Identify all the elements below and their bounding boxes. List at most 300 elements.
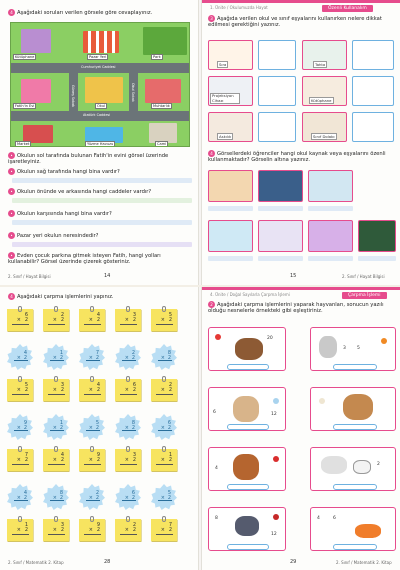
answer-pill[interactable] [227, 484, 269, 490]
result-line [50, 360, 64, 361]
multiplication-note[interactable] [7, 379, 33, 401]
multiplicand: 2 [168, 382, 172, 388]
page14-instruction: 4 Aşağıdaki soruları verilen görsele göre cevaplayınız. [8, 9, 193, 16]
paperclip-icon [54, 516, 58, 522]
times-icon: × [160, 387, 165, 393]
multiplier: 2 [95, 495, 99, 501]
question-number-icon: 4 [8, 293, 15, 300]
times-icon: × [88, 527, 93, 533]
multiplication-note[interactable] [115, 309, 141, 331]
times-icon: × [52, 457, 57, 463]
multiplier: 2 [168, 527, 172, 533]
result-line [156, 464, 173, 465]
multiplication-badge[interactable] [151, 484, 177, 510]
match-card-right-3 [310, 447, 396, 491]
page15-number: 15 [290, 273, 297, 279]
library-building [21, 29, 51, 53]
result-line [120, 534, 137, 535]
paperclip-icon [54, 376, 58, 382]
times-icon: × [160, 457, 165, 463]
multiplication-badge[interactable] [115, 484, 141, 510]
times-icon: × [124, 457, 129, 463]
page29-top-band [202, 287, 400, 290]
multiplicand: 4 [60, 452, 64, 458]
match-card-left-2 [208, 387, 286, 431]
result-line [120, 394, 137, 395]
card-number: 2 [377, 462, 380, 467]
page15-question-2: 4 Görsellerdeki öğrenciler hangi okul kaynak veya eşyalarını özenli kullanmaktadır? Görselin altına yazınız. [208, 151, 386, 163]
multiplication-note[interactable] [43, 309, 69, 331]
answer-line[interactable] [208, 206, 253, 211]
times-icon: × [160, 425, 165, 431]
times-icon: × [124, 387, 129, 393]
multiplier: 2 [60, 317, 64, 323]
times-icon: × [16, 387, 21, 393]
label-okul-sokak: Okul Sokak [131, 83, 135, 102]
object-card-projeksiyon [208, 76, 253, 106]
card-number: 4 [215, 466, 218, 471]
times-icon: × [52, 425, 57, 431]
multiplier: 2 [60, 457, 64, 463]
times-icon: × [88, 425, 93, 431]
paperclip-icon [90, 516, 94, 522]
bullet-icon: • [8, 210, 15, 217]
result-line [158, 430, 172, 431]
multiplier: 2 [167, 355, 171, 361]
answer-line[interactable] [12, 198, 192, 203]
answer-box[interactable] [258, 112, 296, 142]
times-icon: × [88, 495, 93, 501]
multiplier: 2 [24, 457, 28, 463]
question-number-icon: 2 [208, 301, 215, 308]
label-ataturk: Atatürk Caddesi [83, 113, 111, 117]
scene-computers [258, 170, 303, 202]
multiplication-badge[interactable] [43, 344, 69, 370]
paperclip-icon [126, 306, 130, 312]
multiplicand: 9 [96, 522, 100, 528]
multiplicand: 7 [95, 350, 99, 356]
multiplier: 2 [132, 527, 136, 533]
multiplicand: 1 [168, 452, 172, 458]
bullet-icon: • [8, 188, 15, 195]
question-number-icon: 4 [208, 150, 215, 157]
page29-footer: 2. Sınıf / Matematik 2. Kitap [336, 560, 392, 565]
result-line [122, 360, 136, 361]
answer-pill[interactable] [333, 364, 377, 370]
result-line [50, 430, 64, 431]
object-card-kutuphane [302, 76, 347, 106]
result-line [12, 394, 29, 395]
answer-box[interactable] [258, 76, 296, 106]
park-area [143, 27, 187, 55]
times-icon: × [16, 457, 21, 463]
page-29 [202, 287, 400, 570]
page15-section-tag: Özenli Kullanalım [322, 5, 373, 12]
times-icon: × [88, 387, 93, 393]
page14-footer: 2. Sınıf / Hayat Bilgisi [8, 274, 51, 279]
fish-icon [355, 524, 381, 538]
result-line [14, 500, 28, 501]
multiplicand: 6 [131, 490, 135, 496]
times-icon: × [16, 425, 21, 431]
paperclip-icon [54, 446, 58, 452]
multiplication-note[interactable] [43, 379, 69, 401]
multiplicand: 3 [132, 452, 136, 458]
multiplicand: 5 [24, 382, 28, 388]
answer-line[interactable] [12, 220, 192, 225]
multiplicand: 4 [96, 382, 100, 388]
page-15 [202, 0, 400, 285]
answer-line[interactable] [308, 206, 353, 211]
result-line [86, 360, 100, 361]
multiplicand: 7 [168, 522, 172, 528]
match-card-right-4 [310, 507, 396, 551]
multiplicand: 2 [132, 522, 136, 528]
neighborhood-map [10, 22, 190, 147]
fatih-house [21, 79, 51, 103]
multiplication-note[interactable] [151, 449, 177, 471]
multiplicand: 9 [96, 452, 100, 458]
multiplicand: 6 [24, 312, 28, 318]
mosque-building [149, 123, 177, 143]
bullet-icon: • [8, 252, 15, 259]
multiplier: 2 [132, 457, 136, 463]
multiplication-badge[interactable] [43, 414, 69, 440]
multiplication-badge[interactable] [79, 344, 105, 370]
page-14 [0, 0, 198, 285]
result-line [84, 464, 101, 465]
result-line [122, 430, 136, 431]
multiplier: 2 [167, 495, 171, 501]
answer-pill[interactable] [333, 484, 377, 490]
multiplication-note[interactable] [79, 519, 105, 541]
label-fatih: Fatih'in Evi [15, 104, 35, 108]
cat-icon [233, 396, 259, 422]
multiplier: 2 [95, 355, 99, 361]
times-icon: × [124, 425, 129, 431]
answer-line[interactable] [208, 256, 253, 261]
result-line [122, 500, 136, 501]
object-label: Sınıf Dolabı [313, 134, 335, 139]
dog-icon [343, 394, 373, 420]
multiplier: 2 [59, 355, 63, 361]
result-line [158, 360, 172, 361]
multiplicand: 5 [168, 312, 172, 318]
page29-number: 29 [290, 559, 297, 565]
bear-icon [235, 338, 263, 360]
answer-box[interactable] [352, 112, 394, 142]
times-icon: × [52, 355, 57, 361]
bone-icon [319, 398, 325, 404]
scene-trash [258, 220, 303, 252]
multiplication-note[interactable] [115, 449, 141, 471]
page14-number: 14 [104, 273, 111, 279]
multiplier: 2 [24, 387, 28, 393]
times-icon: × [52, 527, 57, 533]
multiplicand: 5 [95, 420, 99, 426]
answer-pill[interactable] [333, 544, 377, 550]
multiplier: 2 [168, 317, 172, 323]
result-line [48, 534, 65, 535]
object-label: Tahta [315, 62, 326, 67]
result-line [158, 500, 172, 501]
times-icon: × [16, 355, 21, 361]
multiplier: 2 [59, 425, 63, 431]
question-number-icon: 3 [208, 15, 215, 22]
multiplier: 2 [59, 495, 63, 501]
multiplicand: 8 [131, 420, 135, 426]
multiplicand: 3 [60, 522, 64, 528]
multiplicand: 5 [167, 490, 171, 496]
label-gunes: Güneş Sokak [71, 85, 75, 108]
strawberry-icon [273, 456, 279, 462]
answer-line[interactable] [258, 206, 303, 211]
page14-question-1: • Okulun sol tarafında bulunan Fatih'in evini görsel üzerinde işaretleyiniz. [8, 153, 169, 165]
times-icon: × [16, 317, 21, 323]
object-label: Kütüphane [311, 98, 332, 103]
card-number: 12 [271, 412, 277, 417]
multiplication-badge[interactable] [7, 414, 33, 440]
scene-window [308, 170, 353, 202]
answer-line[interactable] [12, 242, 192, 247]
multiplication-note[interactable] [115, 519, 141, 541]
card-number: 4 [317, 516, 320, 521]
page14-question-2: • Okulun sağ tarafında hangi bina vardır? [8, 168, 193, 175]
multiplicand: 4 [23, 350, 27, 356]
apple-icon [215, 334, 221, 340]
multiplication-badge[interactable] [151, 344, 177, 370]
multiplication-badge[interactable] [7, 484, 33, 510]
answer-box[interactable] [352, 76, 394, 106]
paperclip-icon [18, 516, 22, 522]
label-cami: Cami [157, 142, 167, 146]
multiplicand: 1 [24, 522, 28, 528]
multiplication-note[interactable] [7, 449, 33, 471]
answer-pill[interactable] [227, 424, 269, 430]
label-pazar: Pazar Yeri [89, 55, 107, 59]
scene-tablet [308, 220, 353, 252]
result-line [14, 360, 28, 361]
paperclip-icon [162, 446, 166, 452]
multiplier: 2 [96, 457, 100, 463]
object-card-dolap [302, 112, 347, 142]
page15-top-band [202, 0, 400, 3]
result-line [120, 464, 137, 465]
page28-instruction: 4 Aşağıdaki çarpma işlemlerini yapınız. [8, 293, 193, 300]
multiplier: 2 [24, 317, 28, 323]
result-line [84, 394, 101, 395]
match-card-right-2 [310, 387, 396, 431]
multiplier: 2 [131, 355, 135, 361]
multiplier: 2 [23, 495, 27, 501]
times-icon: × [124, 495, 129, 501]
multiplication-note[interactable] [151, 309, 177, 331]
multiplication-badge[interactable] [115, 414, 141, 440]
multiplier: 2 [132, 387, 136, 393]
result-line [12, 464, 29, 465]
match-card-right-1 [310, 327, 396, 371]
paperclip-icon [18, 306, 22, 312]
page14-question-6: • Evden çocuk parkına gitmek isteyen Fatih, hangi yolları kullanabilir? Görsel üzerinde çizerek gösteriniz. [8, 253, 161, 265]
times-icon: × [88, 457, 93, 463]
multiplicand: 8 [167, 350, 171, 356]
paperclip-icon [90, 446, 94, 452]
card-number: 8 [215, 516, 218, 521]
answer-line[interactable] [358, 256, 396, 261]
result-line [86, 430, 100, 431]
times-icon: × [16, 527, 21, 533]
page28-footer: 2. Sınıf / Matematik 2. Kitap [8, 560, 64, 565]
multiplication-badge[interactable] [79, 414, 105, 440]
object-label: Projeksiyon Cihazı [210, 93, 240, 104]
market-stalls [83, 31, 119, 53]
page14-question-5: • Pazar yeri okulun neresindedir? [8, 232, 193, 239]
multiplier: 2 [95, 425, 99, 431]
label-cumhuriyet: Cumhuriyet Caddesi [81, 65, 116, 69]
paperclip-icon [126, 446, 130, 452]
paperclip-icon [90, 376, 94, 382]
label-havuz: Yüzme Havuzu [87, 142, 114, 146]
multiplicand: 6 [132, 382, 136, 388]
times-icon: × [124, 317, 129, 323]
page28-number: 28 [104, 559, 111, 565]
card-number: 5 [357, 346, 360, 351]
result-line [12, 324, 29, 325]
question-number-icon: 4 [8, 9, 15, 16]
bottom-spread [0, 287, 400, 570]
match-card-left-3 [208, 447, 286, 491]
multiplier: 2 [60, 527, 64, 533]
result-line [48, 324, 65, 325]
multiplier: 2 [131, 495, 135, 501]
multiplication-badge[interactable] [151, 414, 177, 440]
card-number: 12 [271, 532, 277, 537]
bullet-icon: • [8, 152, 15, 159]
multiplication-note[interactable] [79, 449, 105, 471]
bird-icon [235, 516, 259, 536]
scene-board [358, 220, 396, 252]
object-card-askilik [208, 112, 253, 142]
object-card-sira [208, 40, 253, 70]
match-card-left-4 [208, 507, 286, 551]
multiplication-badge[interactable] [79, 484, 105, 510]
card-number: 6 [333, 516, 336, 521]
page29-unit-tag: 4. Ünite / Doğal Sayılarla Çarpma İşlemi [210, 292, 290, 297]
multiplier: 2 [96, 317, 100, 323]
multiplicand: 1 [59, 350, 63, 356]
multiplication-badge[interactable] [115, 344, 141, 370]
paperclip-icon [18, 376, 22, 382]
multiplication-note[interactable] [43, 519, 69, 541]
paperclip-icon [162, 376, 166, 382]
result-line [156, 324, 173, 325]
page14-question-3: • Okulun önünde ve arkasında hangi caddeler vardır? [8, 188, 193, 195]
times-icon: × [16, 495, 21, 501]
school-building [85, 77, 123, 103]
result-line [156, 534, 173, 535]
page29-section-tag: Çarpma İşlemi [342, 292, 387, 299]
multiplication-note[interactable] [151, 519, 177, 541]
times-icon: × [52, 317, 57, 323]
multiplicand: 2 [60, 312, 64, 318]
times-icon: × [88, 317, 93, 323]
card-number: 20 [267, 336, 273, 341]
carrot-icon [381, 338, 387, 344]
multiplicand: 6 [167, 420, 171, 426]
multiplier: 2 [167, 425, 171, 431]
label-kutuphane: Kütüphane [15, 55, 35, 59]
answer-pill[interactable] [333, 424, 377, 430]
result-line [156, 394, 173, 395]
paperclip-icon [126, 516, 130, 522]
multiplication-note[interactable] [79, 309, 105, 331]
times-icon: × [88, 355, 93, 361]
multiplier: 2 [168, 387, 172, 393]
page15-question-1: 3 Aşağıda verilen okul ve sınıf eşyalarını kullanırken nelere dikkat edilmesi gerektiğini yazınız. [208, 16, 382, 28]
multiplicand: 9 [23, 420, 27, 426]
paperclip-icon [162, 306, 166, 312]
multiplication-note[interactable] [7, 309, 33, 331]
multiplication-note[interactable] [7, 519, 33, 541]
multiplicand: 3 [132, 312, 136, 318]
multiplicand: 4 [23, 490, 27, 496]
bullet-icon: • [8, 232, 15, 239]
answer-pill[interactable] [227, 544, 269, 550]
answer-line[interactable] [308, 256, 353, 261]
object-label: Sıra [219, 62, 227, 67]
multiplier: 2 [23, 425, 27, 431]
multiplication-note[interactable] [151, 379, 177, 401]
answer-line[interactable] [12, 178, 192, 183]
sheep-icon [353, 460, 371, 474]
scene-handwash [208, 170, 253, 202]
result-line [48, 464, 65, 465]
multiplicand: 2 [131, 350, 135, 356]
cow-icon [321, 456, 347, 474]
multiplication-note[interactable] [79, 379, 105, 401]
rabbit-icon [319, 336, 337, 358]
object-card-tahta [302, 40, 347, 70]
multiplication-badge[interactable] [43, 484, 69, 510]
result-line [86, 500, 100, 501]
multiplication-note[interactable] [43, 449, 69, 471]
page14-question-4: • Okulun karşısında hangi bina vardır? [8, 210, 193, 217]
multiplication-badge[interactable] [7, 344, 33, 370]
multiplicand: 1 [59, 420, 63, 426]
bullet-icon: • [8, 168, 15, 175]
label-muhtarlik: Muhtarlık [153, 104, 170, 108]
multiplicand: 4 [96, 312, 100, 318]
label-okul: Okul [97, 104, 106, 108]
object-label: Askılık [219, 134, 232, 139]
times-icon: × [124, 527, 129, 533]
answer-line[interactable] [258, 256, 303, 261]
result-line [50, 500, 64, 501]
multiplier: 2 [23, 355, 27, 361]
answer-box[interactable] [352, 40, 394, 70]
answer-pill[interactable] [227, 364, 269, 370]
page15-footer: 2. Sınıf / Hayat Bilgisi [342, 274, 385, 279]
multiplier: 2 [60, 387, 64, 393]
multiplier: 2 [168, 457, 172, 463]
multiplication-note[interactable] [115, 379, 141, 401]
muhtarlik-building [145, 79, 181, 103]
multiplicand: 8 [59, 490, 63, 496]
page15-unit-tag: 1. Ünite / Okulumuzda Hayat [210, 5, 268, 10]
answer-box[interactable] [258, 40, 296, 70]
times-icon: × [160, 355, 165, 361]
scene-sink [208, 220, 253, 252]
